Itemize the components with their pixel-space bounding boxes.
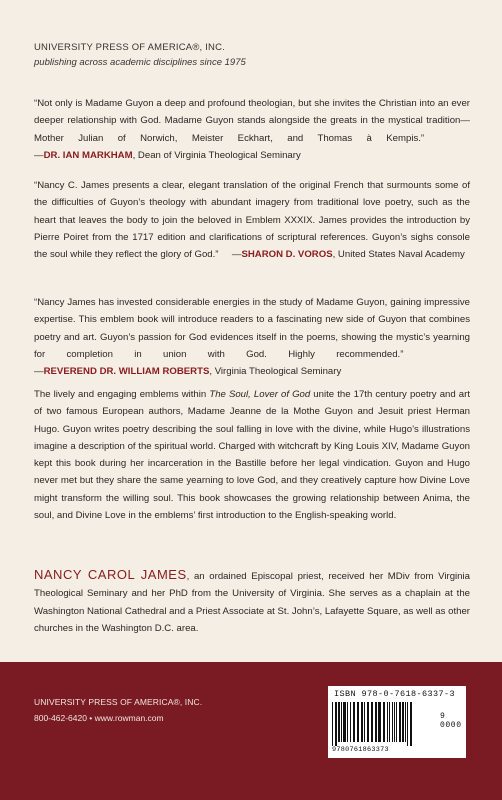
- isbn-barcode: [328, 686, 466, 758]
- blurb-2: [34, 177, 470, 263]
- barcode-bar: [394, 702, 395, 742]
- footer-publisher: UNIVERSITY PRESS OF AMERICA®, INC.: [34, 697, 203, 707]
- blurb-dash: —: [34, 149, 44, 161]
- blurb-quote: “Not only is Madame Guyon a deep and profound theologian, but she invites the Christian into an ever deeper relationship with God. Madame Guyon stands alongside the greats in the mystical tradition—Mother Julian of Norwich, Meister Eckhart, and Thomas à Kempis.”: [34, 98, 470, 144]
- barcode-bar: [350, 702, 351, 742]
- blurb-affiliation: , Dean of Virginia Theological Seminary: [132, 149, 301, 161]
- description-body: unite the 17th century poetry and art of two famous European authors, Madame Jeanne de la Mothe Guyon and Jesuit priest Herman Hugo. Guyon writes poetry describing the soul falling in love with the divine, while Hugo’s illustrations imagine a description of the spiritual world. Charged with witchcraft by King Louis XIV, Madame Guyon kept this book during her incarceration in the Bastille before her legal vindication. Guyon and Hugo never met but they share the same yearning to love God, and they creatively capture how Divine Love might transform the willing soul. This book showcases the growing relationship between Anima, the soul, and Divine Love in the emblems’ first introduction to the English-speaking world.: [34, 389, 470, 522]
- barcode-bar: [387, 702, 388, 742]
- barcode-bar: [383, 702, 385, 742]
- barcode-bar: [405, 702, 406, 742]
- barcode-bar: [396, 702, 397, 742]
- barcode-bar: [343, 702, 346, 742]
- book-title: The Soul, Lover of God: [209, 389, 311, 400]
- barcode-bar: [402, 702, 404, 742]
- barcode-bar: [367, 702, 369, 742]
- description-lead: The lively and engaging emblems within: [34, 389, 210, 400]
- blurb-author: DR. IAN MARKHAM: [43, 149, 133, 161]
- barcode-bar: [407, 702, 408, 746]
- barcode-bar: [338, 702, 340, 742]
- publisher-name: UNIVERSITY PRESS OF AMERICA®, INC.: [34, 42, 225, 53]
- barcode-bar: [361, 702, 363, 742]
- barcode-bar: [357, 702, 359, 742]
- blurb-1: [34, 95, 470, 164]
- blurb-dash: —: [34, 366, 44, 378]
- price-code: 9 0000: [440, 712, 462, 730]
- barcode-bar: [399, 702, 401, 742]
- blurb-dash: —: [231, 249, 242, 261]
- bio-text: , an ordained Episcopal priest, received her MDiv from Virginia Theological Seminary and her PhD from the University of Virginia. She serves as a chaplain at the Washington National Cathedral and a Priest Associate at St. John’s, Lafayette Square, as well as other churches in the Washington D.C. area.: [34, 571, 470, 634]
- barcode-bar: [392, 702, 393, 742]
- footer-contact: 800-462-6420 • www.rowman.com: [34, 713, 164, 723]
- barcode-bar: [375, 702, 377, 742]
- barcode-bars: [332, 702, 436, 746]
- barcode-bar: [353, 702, 355, 742]
- blurb-quote: “Nancy C. James presents a clear, elegant translation of the original French that surmounts some of the difficulties of Guyon’s theology with abundant imagery from traditional love poetry, such as the heart that leaves the body to join the beloved in Emblem XXXIX. James provides the introduction by Pierre Poiret from the 1717 edition and clarifications of scriptural references. Guyon’s sighs console the soul while they reflect the glory of God.”: [34, 180, 470, 261]
- barcode-bar: [364, 702, 365, 742]
- barcode-bar: [335, 702, 337, 746]
- author-bio: [34, 566, 470, 637]
- blurb-quote: “Nancy James has invested considerable energies in the study of Madame Guyon, gaining impressive expertise. This emblem book will introduce readers to a fascinating new side of Guyon that combines poetry and art. Guyon’s passion for God evidences itself in the poems, showing the mystic’s yearning for completion in union with God. Highly recommended.”: [34, 297, 470, 360]
- barcode-bar: [341, 702, 342, 742]
- barcode-bar: [347, 702, 348, 742]
- blurb-author: REVEREND DR. WILLIAM ROBERTS: [43, 366, 210, 378]
- publisher-tagline: publishing across academic disciplines since 1975: [34, 57, 246, 68]
- barcode-bar: [410, 702, 412, 746]
- author-name: NANCY CAROL JAMES: [34, 567, 187, 582]
- blurb-affiliation: , Virginia Theological Seminary: [209, 366, 342, 378]
- barcode-bar: [378, 702, 381, 742]
- blurb-author: SHARON D. VOROS: [241, 249, 333, 261]
- isbn-label: ISBN 978-0-7618-6337-3: [334, 689, 456, 699]
- barcode-number: 9780761863373: [332, 746, 389, 754]
- blurb-3: [34, 294, 470, 380]
- blurb-affiliation: , United States Naval Academy: [332, 249, 465, 261]
- barcode-bar: [332, 702, 333, 746]
- book-description: [34, 386, 470, 524]
- barcode-bar: [371, 702, 373, 742]
- barcode-bar: [389, 702, 390, 742]
